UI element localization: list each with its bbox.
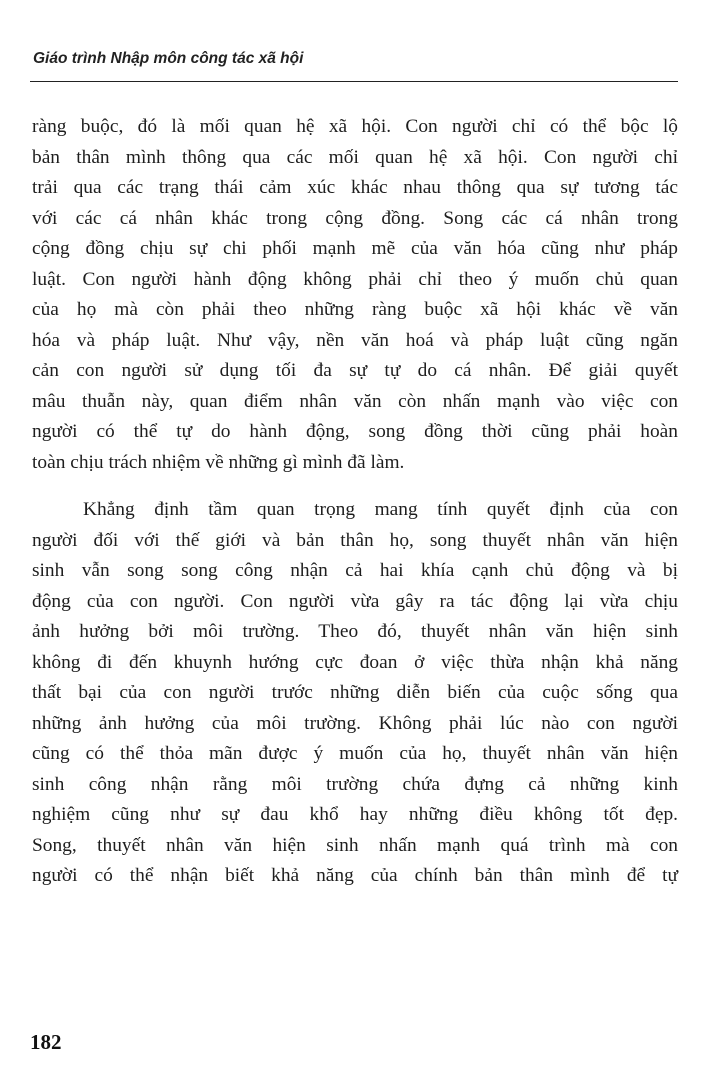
text-line: hóa và pháp luật. Như vậy, nền văn hoá và pháp luật cũng ngăn xyxy=(32,329,678,351)
text-line: Song, thuyết nhân văn hiện sinh nhấn mạnh quá trình mà con xyxy=(32,834,678,856)
text-line: thất bại của con người trước những diễn biến của cuộc sống qua xyxy=(32,682,678,703)
text-line: nghiệm cũng như sự đau khổ hay những điều không tốt đẹp. xyxy=(32,804,678,825)
text-line: sinh công nhận rằng môi trường chứa đựng cả những kinh xyxy=(32,773,678,795)
text-line: không đi đến khuynh hướng cực đoan ở việc thừa nhận khả năng xyxy=(32,651,678,673)
text-line: toàn chịu trách nhiệm về những gì mình đã làm. xyxy=(32,451,405,473)
text-line: luật. Con người hành động không phải chỉ theo ý muốn chủ quan xyxy=(32,268,678,290)
text-line: ràng buộc, đó là mối quan hệ xã hội. Con người chỉ có thể bộc lộ xyxy=(32,116,678,137)
paragraph-2 xyxy=(32,495,678,892)
text-line: động của con người. Con người vừa gây ra tác động lại vừa chịu xyxy=(32,590,678,612)
text-line: Khẳng định tầm quan trọng mang tính quyết định của con xyxy=(83,499,678,520)
text-line: ảnh hưởng bởi môi trường. Theo đó, thuyết nhân văn hiện sinh xyxy=(32,621,678,642)
text-line: người có thể tự do hành động, song đồng thời cũng phải hoàn xyxy=(32,421,678,442)
text-line: người đối với thế giới và bản thân họ, song thuyết nhân văn hiện xyxy=(32,529,678,551)
text-line: những ảnh hưởng của môi trường. Không phải lúc nào con người xyxy=(32,712,678,734)
body-text xyxy=(32,112,678,892)
paragraph-1 xyxy=(32,112,678,478)
text-line: cũng có thể thỏa mãn được ý muốn của họ, thuyết nhân văn hiện xyxy=(32,743,678,764)
text-line: cản con người sử dụng tối đa sự tự do cá nhân. Để giải quyết xyxy=(32,360,678,381)
paragraph-gap xyxy=(32,478,678,495)
text-line: mâu thuẫn này, quan điểm nhân văn còn nhấn mạnh vào việc con xyxy=(32,390,678,412)
text-line: người có thể nhận biết khả năng của chính bản thân mình để tự xyxy=(32,865,678,886)
text-line: với các cá nhân khác trong cộng đồng. Song các cá nhân trong xyxy=(32,207,678,229)
page-number: 182 xyxy=(30,1030,62,1054)
text-line: bản thân mình thông qua các mối quan hệ xã hội. Con người chỉ xyxy=(32,146,678,168)
header-rule xyxy=(30,81,678,82)
text-line: trải qua các trạng thái cảm xúc khác nhau thông qua sự tương tác xyxy=(32,177,678,198)
text-line: sinh vẫn song song công nhận cả hai khía cạnh chủ động và bị xyxy=(32,560,678,581)
text-line: cộng đồng chịu sự chi phối mạnh mẽ của văn hóa cũng như pháp xyxy=(32,238,678,259)
running-header: Giáo trình Nhập môn công tác xã hội xyxy=(33,50,304,67)
text-line: của họ mà còn phải theo những ràng buộc xã hội khác về văn xyxy=(32,299,678,320)
